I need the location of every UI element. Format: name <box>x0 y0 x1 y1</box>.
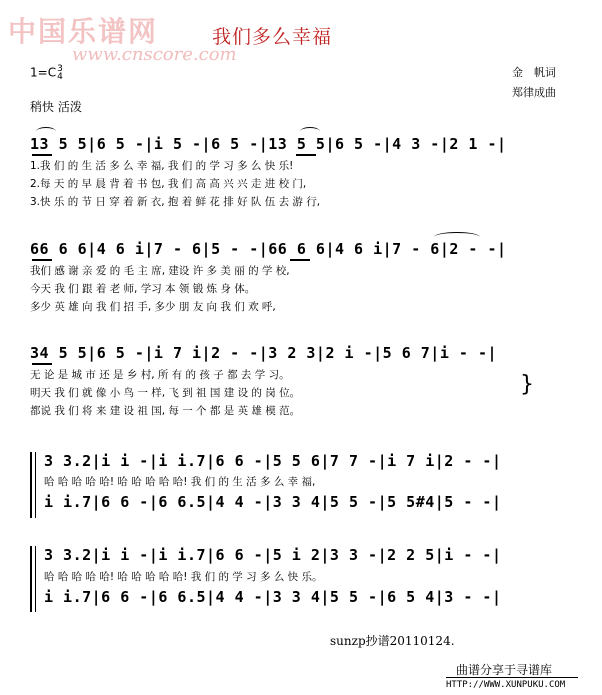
repeat-bracket <box>35 452 36 518</box>
transcriber-credit: sunzp抄谱20110124. <box>330 634 455 648</box>
notes-system-5-bottom: i i.7|6 6 -|6 6.5|4 4 -|3 3 4|5 5 -|6 5 4|3 - -| <box>44 588 502 606</box>
beam-line <box>290 259 310 261</box>
song-title: 我们多么幸福 <box>212 26 333 48</box>
meter-top: 3 <box>57 64 63 74</box>
lyric-verse-2: 明天 我 们 就 像 小 鸟 一 样, 飞 到 祖 国 建 设 的 岗 位。 <box>30 387 301 399</box>
watermark-url: www.cnscore.com <box>72 44 237 65</box>
lyric-verse-1: 我们 感 谢 亲 爱 的 毛 主 席, 建设 许 多 美 丽 的 学 校, <box>30 265 290 277</box>
lyric-chorus-1: 哈 哈 哈 哈 哈! 哈 哈 哈 哈 哈! 我 们 的 生 活 多 么 幸 福, <box>44 476 316 488</box>
repeat-bracket <box>30 546 32 612</box>
lyric-verse-3: 3.快 乐 的 节 日 穿 着 新 衣, 抱 着 鲜 花 排 好 队 伍 去 游 行, <box>30 196 321 208</box>
divider <box>446 677 578 678</box>
lyric-chorus-2: 哈 哈 哈 哈 哈! 哈 哈 哈 哈 哈! 我 们 的 学 习 多 么 快 乐。 <box>44 571 323 583</box>
repeat-bracket <box>30 452 32 518</box>
lyric-verse-3: 多少 英 雄 向 我 们 招 手, 多少 朋 友 向 我 们 欢 呼, <box>30 301 276 313</box>
key-signature <box>30 65 63 81</box>
notes-system-5-top: 3 3.2|i i -|i i.7|6 6 -|5 i 2|3 3 -|2 2 5|i - -| <box>44 546 502 564</box>
lyric-verse-1: 无 论 是 城 市 还 是 乡 村, 所 有 的 孩 子 都 去 学 习。 <box>30 369 290 381</box>
beam-line <box>32 259 52 261</box>
lyricist: 金 帆词 <box>512 66 556 79</box>
lyric-verse-2: 今天 我 们 跟 着 老 师, 学习 本 领 锻 炼 身 体。 <box>30 283 256 295</box>
share-text: 曲谱分享于寻谱库 <box>456 663 553 677</box>
tempo-marking: 稍快 活泼 <box>30 100 82 114</box>
time-signature <box>57 65 63 81</box>
lyric-verse-1: 1.我 们 的 生 活 多 么 幸 福, 我 们 的 学 习 多 么 快 乐! <box>30 160 294 172</box>
beam-line <box>32 363 52 365</box>
share-url-link[interactable]: HTTP://WWW.XUNPUKU.COM <box>446 680 566 690</box>
beam-line <box>296 154 316 156</box>
lyric-verse-2: 2.每 天 的 早 晨 背 着 书 包, 我 们 高 高 兴 兴 走 进 校 门, <box>30 178 307 190</box>
composer: 郑律成曲 <box>512 86 556 99</box>
notes-system-4-top: 3 3.2|i i -|i i.7|6 6 -|5 5 6|7 7 -|i 7 i|2 - -| <box>44 452 502 470</box>
key-label: 1=C <box>30 65 57 80</box>
notes-system-1: 13 5 5|6 5 -|i 5 -|6 5 -|13 5 5|6 5 -|4 3 -|2 1 -| <box>30 135 507 153</box>
notes-system-3: 34 5 5|6 5 -|i 7 i|2 - -|3 2 3|2 i -|5 6 7|i - -| <box>30 344 498 362</box>
meter-bottom: 4 <box>57 72 63 82</box>
beam-line <box>32 154 52 156</box>
notes-system-2: 66 6 6|4 6 i|7 - 6|5 - -|66 6 6|4 6 i|7 - 6|2 - -| <box>30 240 507 258</box>
notes-system-4-bottom: i i.7|6 6 -|6 6.5|4 4 -|3 3 4|5 5 -|5 5#4|5 - -| <box>44 493 502 511</box>
brace-icon: } <box>520 372 534 397</box>
lyric-verse-3: 都说 我 们 将 来 建 设 祖 国, 每 一 个 都 是 英 雄 模 范。 <box>30 405 301 417</box>
repeat-bracket <box>35 546 36 612</box>
watermark-logo: 中国乐谱网 <box>8 15 159 48</box>
